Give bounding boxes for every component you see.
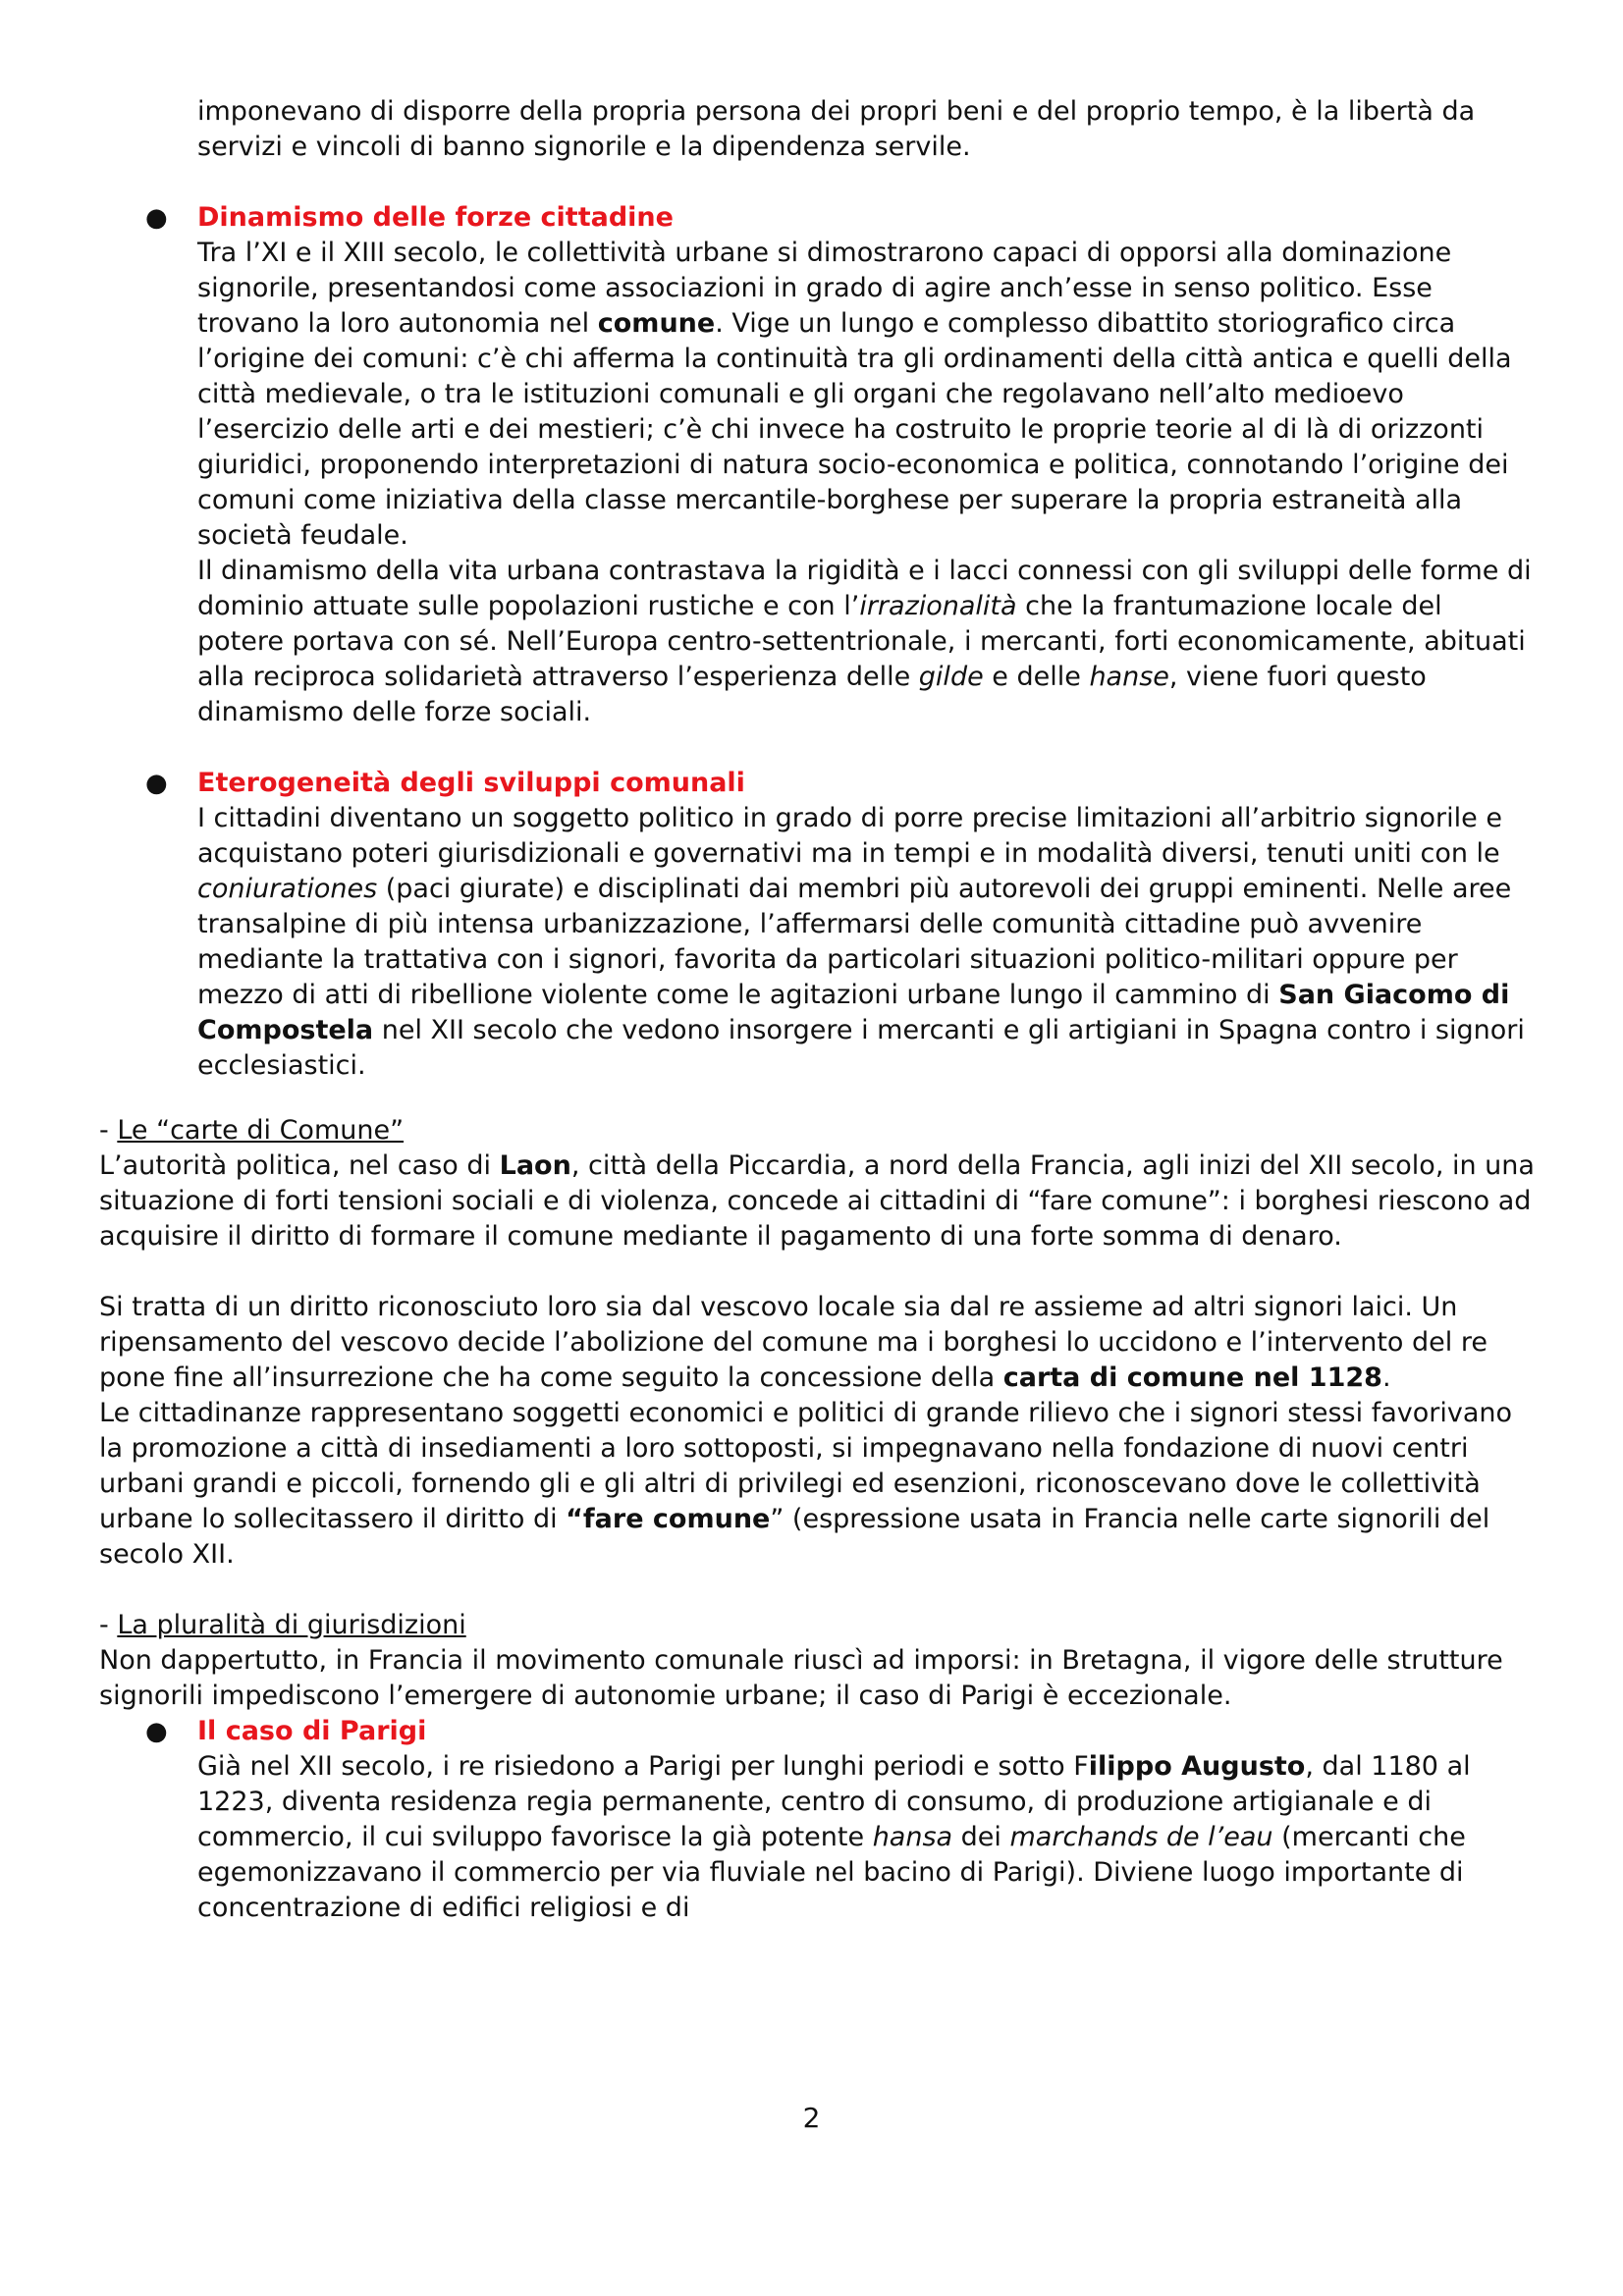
paragraph: Non dappertutto, in Francia il movimento comunale riuscì ad imporsi: in Bretagna, il vigore delle strutture signorili impediscono l’emergere di autonomie urbane; il caso di Parigi è eccezionale. (99, 1645, 1503, 1711)
bullet-eterogeneita (99, 766, 1535, 1084)
paragraph: Le cittadinanze rappresentano soggetti economici e politici di grande rilievo che i signori stessi favorivano la promozione a città di insediamenti a loro sottoposti, si impegnavano nella fondazione di nuovi centri urbani grandi e piccoli, fornendo gli e gli altri di privilegi ed esenzioni, riconoscevano dove le collettività urbane lo sollecitassero il diritto di “fare comune” (espressione usata in Francia nelle carte signorili del secolo XII. (99, 1398, 1513, 1570)
section-pluralita-giurisdizioni (99, 1608, 1535, 1714)
bullet-icon: ● (145, 203, 168, 233)
paragraph: Si tratta di un diritto riconosciuto loro sia dal vescovo locale sia dal re assieme ad altri signori laici. Un ripensamento del vescovo decide l’abolizione del comune ma i borghesi lo uccidono e l’intervento del re pone fine all’insurrezione che ha come seguito la concessione della carta di comune nel 1128. (99, 1292, 1488, 1393)
italic-term: marchands de l’eau (1009, 1822, 1273, 1852)
paragraph: Già nel XII secolo, i re risiedono a Parigi per lunghi periodi e sotto Filippo Augusto, dal 1180 al 1223, diventa residenza regia permanente, centro di consumo, di produzione artigianale e di commercio, il cui sviluppo favorisce la già potente hansa dei marchands de l’eau (mercanti che egemonizzavano il commercio per via fluviale nel bacino di Parigi). Diviene luogo importante di concentrazione di edifici religiosi e di (197, 1751, 1471, 1923)
section-heading: Eterogeneità degli sviluppi comunali (197, 768, 745, 798)
page-number: 2 (802, 2102, 821, 2134)
page-body (99, 94, 1535, 1926)
bullet-icon: ● (145, 769, 168, 798)
bold-term: “fare comune (566, 1504, 771, 1534)
bold-term: comune (597, 308, 716, 339)
italic-term: hansa (872, 1822, 953, 1852)
italic-term: hanse (1089, 662, 1169, 692)
italic-term: gilde (918, 662, 984, 692)
bullet-dinamismo (99, 200, 1535, 730)
bold-term: carta di comune nel 1128 (1002, 1362, 1382, 1393)
text: imponevano di disporre della propria persona dei propri beni e del proprio tempo, è la libertà da servizi e vincoli di banno signorile e la dipendenza servile. (197, 96, 1476, 162)
section-carte-di-comune (99, 1113, 1535, 1573)
continued-paragraph (99, 94, 1535, 165)
paragraph (197, 94, 1535, 165)
paragraph: Il dinamismo della vita urbana contrastava la rigidità e i lacci connessi con gli sviluppi delle forme di dominio attuate sulle popolazioni rustiche e con l’irrazionalità che la frantumazione locale del potere portava con sé. Nell’Europa centro-settentrionale, i mercanti, forti economicamente, abituati alla reciproca solidarietà attraverso l’esperienza delle gilde e delle hanse, viene fuori questo dinamismo delle forze sociali. (197, 556, 1532, 727)
section-heading: Dinamismo delle forze cittadine (197, 202, 674, 233)
section-title: - Le “carte di Comune” (99, 1115, 405, 1146)
paragraph: I cittadini diventano un soggetto politico in grado di porre precise limitazioni all’arbitrio signorile e acquistano poteri giurisdizionali e governativi ma in tempi e in modalità diversi, tenuti uniti con le coniurationes (paci giurate) e disciplinati dai membri più autorevoli dei gruppi eminenti. Nelle aree transalpine di più intensa urbanizzazione, l’affermarsi delle comunità cittadine può avvenire mediante la trattativa con i signori, favorita da particolari situazioni politico-militari oppure per mezzo di atti di ribellione violente come le agitazioni urbane lungo il cammino di San Giacomo di Compostela nel XII secolo che vedono insorgere i mercanti e gli artigiani in Spagna contro i signori ecclesiastici. (197, 803, 1525, 1081)
bold-term: ilippo Augusto (1088, 1751, 1306, 1782)
section-heading: Il caso di Parigi (197, 1716, 427, 1746)
italic-term: coniurationes (197, 874, 378, 904)
section-title: - La pluralità di giurisdizioni (99, 1610, 466, 1640)
italic-term: irrazionalità (859, 591, 1017, 621)
paragraph: Tra l’XI e il XIII secolo, le collettività urbane si dimostrarono capaci di opporsi alla dominazione signorile, presentandosi come associazioni in grado di agire anch’esse in senso politico. Esse trovano la loro autonomia nel comune. Vige un lungo e complesso dibattito storiografico circa l’origine dei comuni: c’è chi afferma la continuità tra gli ordinamenti della città antica e quelli della città medievale, o tra le istituzioni comunali e gli organi che regolavano nell’alto medioevo l’esercizio delle arti e dei mestieri; c’è chi invece ha costruito le proprie teorie al di là di orizzonti giuridici, proponendo interpretazioni di natura socio-economica e politica, connotando l’origine dei comuni come iniziativa della classe mercantile-borghese per superare la propria estraneità alla società feudale. (197, 238, 1512, 551)
paragraph: L’autorità politica, nel caso di Laon, città della Piccardia, a nord della Francia, agli inizi del XII secolo, in una situazione di forti tensioni sociali e di violenza, concede ai cittadini di “fare comune”: i borghesi riescono ad acquisire il diritto di formare il comune mediante il pagamento di una forte somma di denaro. (99, 1150, 1535, 1252)
bullet-icon: ● (145, 1717, 168, 1746)
bold-term: San Giacomo di Compostela (197, 980, 1510, 1045)
bold-term: Laon (499, 1150, 571, 1181)
bullet-parigi (99, 1714, 1535, 1926)
